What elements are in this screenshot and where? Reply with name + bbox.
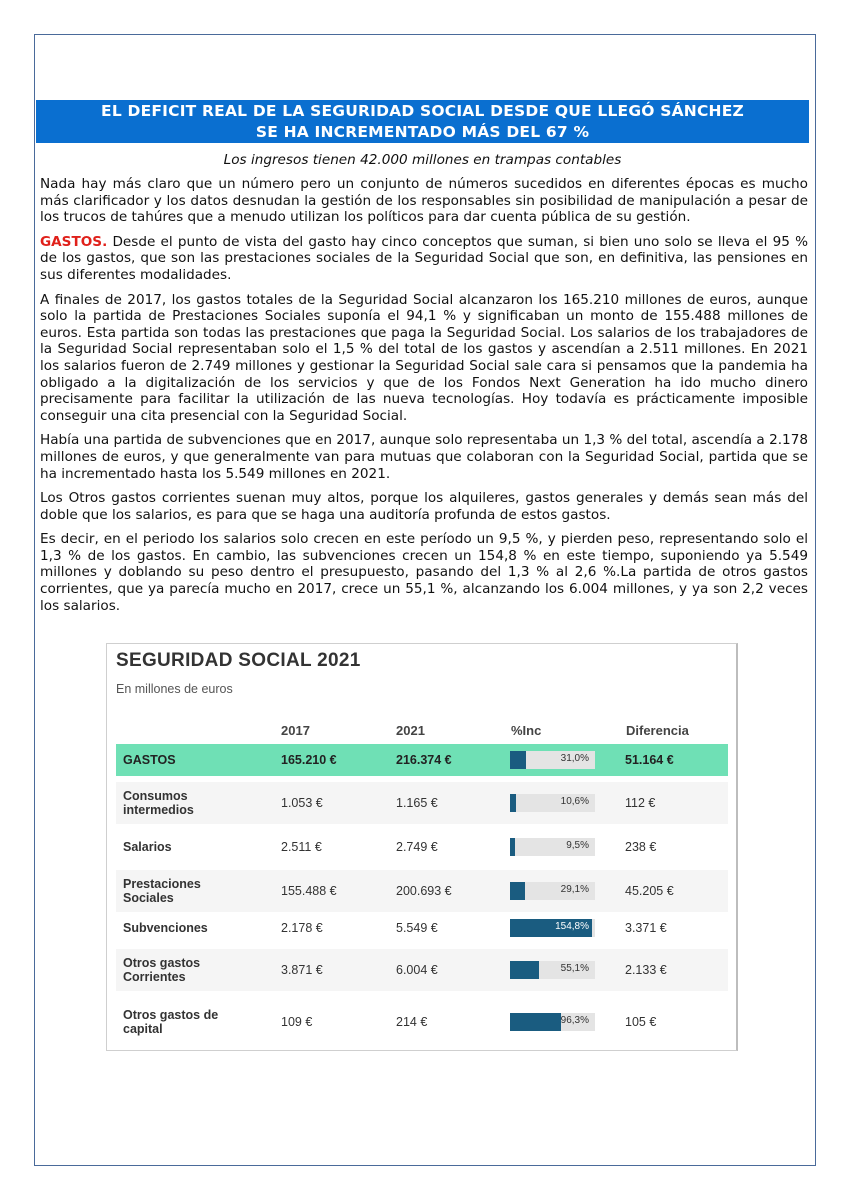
row-difference: 3.371 €	[625, 921, 667, 935]
gastos-lead: GASTOS.	[40, 233, 108, 250]
inc-bar-fill	[510, 882, 525, 900]
inc-bar-track	[510, 1013, 595, 1031]
paragraph-1: Nada hay más claro que un número pero un conjunto de números sucedidos en diferentes épocas es mucho más clarificador y los datos desnudan la gestión de los responsables sin posibilidad de manipulación a pesar de los trucos de tahúres que a menudo utilizan los políticos para dar cuenta pública de su gestión.	[40, 176, 808, 226]
row-concept: Consumos intermedios	[123, 789, 194, 817]
table-row	[116, 829, 728, 865]
inc-bar-label: 55,1%	[560, 963, 589, 974]
row-value-2021: 200.693 €	[396, 884, 452, 898]
row-value-2017: 2.178 €	[281, 921, 323, 935]
headline-line-1: EL DEFICIT REAL DE LA SEGURIDAD SOCIAL DESDE QUE LLEGÓ SÁNCHEZ	[101, 102, 744, 120]
header-diff: Diferencia	[626, 723, 689, 738]
inc-bar-track	[510, 961, 595, 979]
inc-bar-fill	[510, 838, 515, 856]
paragraph-5: Los Otros gastos corrientes suenan muy altos, porque los alquileres, gastos generales y demás sean más del doble que los salarios, es para que se haga una auditoría profunda de estos gastos.	[40, 490, 808, 523]
row-concept: GASTOS	[123, 753, 176, 767]
article-body	[40, 176, 808, 622]
row-value-2021: 5.549 €	[396, 921, 438, 935]
row-value-2017: 3.871 €	[281, 963, 323, 977]
row-difference: 51.164 €	[625, 753, 674, 767]
row-concept: Otros gastos de capital	[123, 1008, 219, 1036]
paragraph-4: Había una partida de subvenciones que en 2017, aunque solo representaba un 1,3 % del total, ascendía a 2.178 millones de euros, y que generalmente van para mutuas que colaboran con la Seguridad Social, partida que se ha incrementado hasta los 5.549 millones en 2021.	[40, 432, 808, 482]
header-inc: %Inc	[511, 723, 542, 738]
article-subtitle: Los ingresos tienen 42.000 millones en trampas contables	[223, 152, 622, 168]
table-row	[116, 949, 728, 991]
row-value-2021: 214 €	[396, 1015, 428, 1029]
inc-bar-track	[510, 751, 595, 769]
row-difference: 2.133 €	[625, 963, 667, 977]
row-value-2021: 1.165 €	[396, 796, 438, 810]
table-row	[116, 870, 728, 912]
inc-bar-track	[510, 919, 595, 937]
inc-bar-label: 31,0%	[560, 753, 589, 764]
row-value-2021: 2.749 €	[396, 840, 438, 854]
header-2017: 2017	[281, 723, 310, 738]
row-concept: Otros gastos Corrientes	[123, 956, 201, 984]
table-row	[116, 744, 728, 776]
row-value-2021: 216.374 €	[396, 753, 452, 767]
inc-bar-fill	[510, 751, 526, 769]
row-value-2021: 6.004 €	[396, 963, 438, 977]
row-difference: 238 €	[625, 840, 657, 854]
row-difference: 112 €	[625, 796, 656, 810]
row-value-2017: 165.210 €	[281, 753, 337, 767]
paragraph-2-text: Desde el punto de vista del gasto hay cinco conceptos que suman, si bien uno solo se lleva el 95 % de los gastos, que son las prestaciones sociales de la Seguridad Social que son, en definitiva, las pensiones en sus diferentes modalidades.	[40, 233, 808, 283]
row-value-2017: 109 €	[281, 1015, 313, 1029]
table-row	[116, 912, 728, 944]
inc-bar-fill	[510, 961, 539, 979]
row-value-2017: 2.511 €	[281, 840, 322, 854]
row-value-2017: 155.488 €	[281, 884, 337, 898]
row-concept: Salarios	[123, 840, 172, 854]
row-value-2017: 1.053 €	[281, 796, 323, 810]
table-title: SEGURIDAD SOCIAL 2021	[116, 650, 361, 671]
headline-line-2: SE HA INCREMENTADO MÁS DEL 67 %	[255, 123, 590, 141]
inc-bar-track	[510, 882, 595, 900]
row-difference: 105 €	[625, 1015, 657, 1029]
table-row	[116, 996, 728, 1048]
inc-bar-label: 9,5%	[566, 840, 589, 851]
row-concept: Prestaciones Sociales	[123, 877, 201, 905]
inc-bar-fill	[510, 1013, 561, 1031]
inc-bar-label: 96,3%	[560, 1015, 589, 1026]
headline-banner	[36, 100, 809, 143]
row-difference: 45.205 €	[625, 884, 674, 898]
spending-table-figure	[106, 643, 738, 1051]
table-header	[107, 723, 736, 741]
header-2021: 2021	[396, 723, 425, 738]
inc-bar-track	[510, 838, 595, 856]
table-row	[116, 782, 728, 824]
inc-bar-fill	[510, 794, 516, 812]
table-subtitle: En millones de euros	[116, 682, 233, 696]
row-concept: Subvenciones	[123, 921, 208, 935]
paragraph-2	[40, 234, 808, 284]
paragraph-3: A finales de 2017, los gastos totales de la Seguridad Social alcanzaron los 165.210 millones de euros, aunque solo la partida de Prestaciones Sociales suponía el 94,1 % y significaban un monto de 155.488 millones de euros. Esta partida son todas las prestaciones que paga la Seguridad Social. Los salarios de los trabajadores de la Seguridad Social representaban solo el 1,5 % del total de los gastos y ascendían a 2.511 millones. En 2021 los salarios fueron de 2.749 millones y gestionar la Seguridad Social sale cara si pensamos que la pandemia ha obligado a la digitalización de los servicios y que de los Fondos Next Generation ha ido mucho dinero precisamente para facilitar la utilización de las nueva tecnologías. Hoy todavía es prácticamente imposible conseguir una cita presencial con la Seguridad Social.	[40, 291, 808, 424]
paragraph-6: Es decir, en el periodo los salarios solo crecen en este período un 9,5 %, y pierden peso, representando solo el 1,3 % de los gastos. En cambio, las subvenciones crecen un 154,8 % en este tiempo, suponiendo ya 5.549 millones y doblando su peso dentro el presupuesto, pasando del 1,3 % al 2,6 %.La partida de otros gastos corrientes, que ya parecía mucho en 2017, crece un 55,1 %, alcanzando los 6.004 millones, y ya son 2,2 veces los salarios.	[40, 531, 808, 614]
inc-bar-label: 154,8%	[555, 921, 589, 932]
inc-bar-label: 29,1%	[560, 884, 589, 895]
inc-bar-track	[510, 794, 595, 812]
inc-bar-label: 10,6%	[560, 796, 589, 807]
